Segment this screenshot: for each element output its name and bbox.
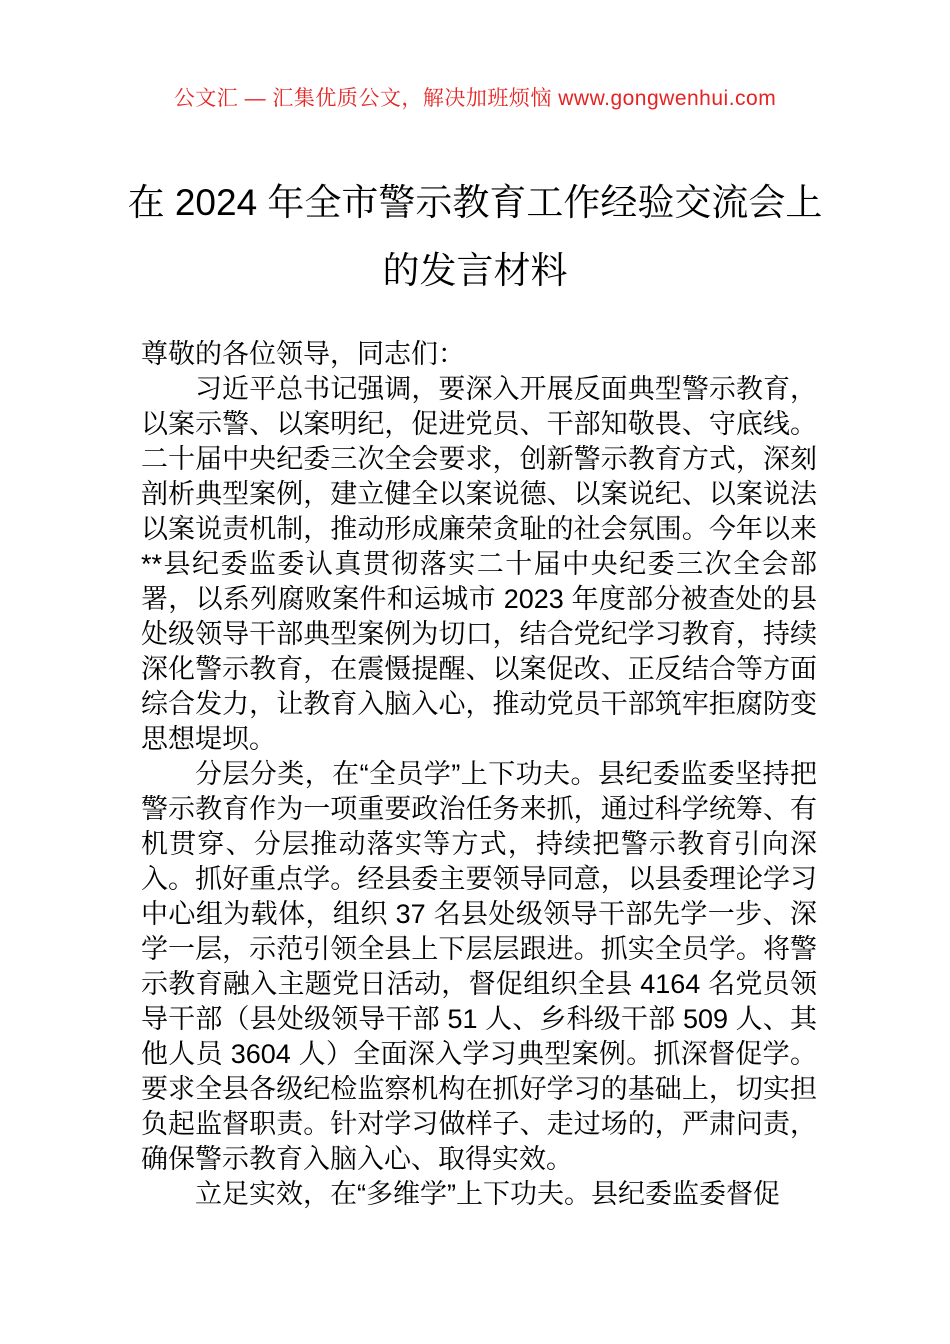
- paragraph-3: 立足实效，在“多维学”上下功夫。县纪委监委督促: [195, 1179, 780, 1209]
- paragraph-2: 分层分类，在“全员学”上下功夫。县纪委监委坚持把警示教育作为一项重要政治任务来抓，通过科学统筹、有机贯穿、分层推动落实等方式，持续把警示教育引向深入。抓好重点学。经县委主要领导同意，以县委理论学习中心组为载体，组织 37 名县处级领导干部先学一步、深学一层，示范引领全县上下层层跟进。抓实全员学。将警示教育融入主题党日活动，督促组织全县 4164 名党员领导干部（县处级领导干部 51 人、乡科级干部 509 人、其他人员 3604 人）全面深入学习典型案例。抓深督促学。要求全县各级纪检监察机构在抓好学习的基础上，切实担负起监督职责。针对学习做样子、走过场的，严肃问责，确保警示教育入脑入心、取得实效。: [141, 759, 817, 1174]
- site-watermark: 公文汇 — 汇集优质公文，解决加班烦恼 www.gongwenhui.com: [173, 87, 777, 110]
- document-title: [40, 169, 910, 305]
- title-line-2: 的发言材料: [382, 250, 568, 291]
- document-body: [141, 337, 817, 1212]
- salutation: 尊敬的各位领导，同志们：: [141, 339, 465, 369]
- title-line-1: 在 2024 年全市警示教育工作经验交流会上: [127, 182, 823, 223]
- paragraph-1: 习近平总书记强调，要深入开展反面典型警示教育，以案示警、以案明纪，促进党员、干部知敬畏、守底线。二十届中央纪委三次全会要求，创新警示教育方式，深刻剖析典型案例，建立健全以案说德、以案说纪、以案说法以案说责机制，推动形成廉荣贪耻的社会氛围。今年以来**县纪委监委认真贯彻落实二十届中央纪委三次全会部署，以系列腐败案件和运城市 2023 年度部分被查处的县处级领导干部典型案例为切口，结合党纪学习教育，持续深化警示教育，在震慑提醒、以案促改、正反结合等方面综合发力，让教育入脑入心，推动党员干部筑牢拒腐防变思想堤坝。: [141, 374, 817, 754]
